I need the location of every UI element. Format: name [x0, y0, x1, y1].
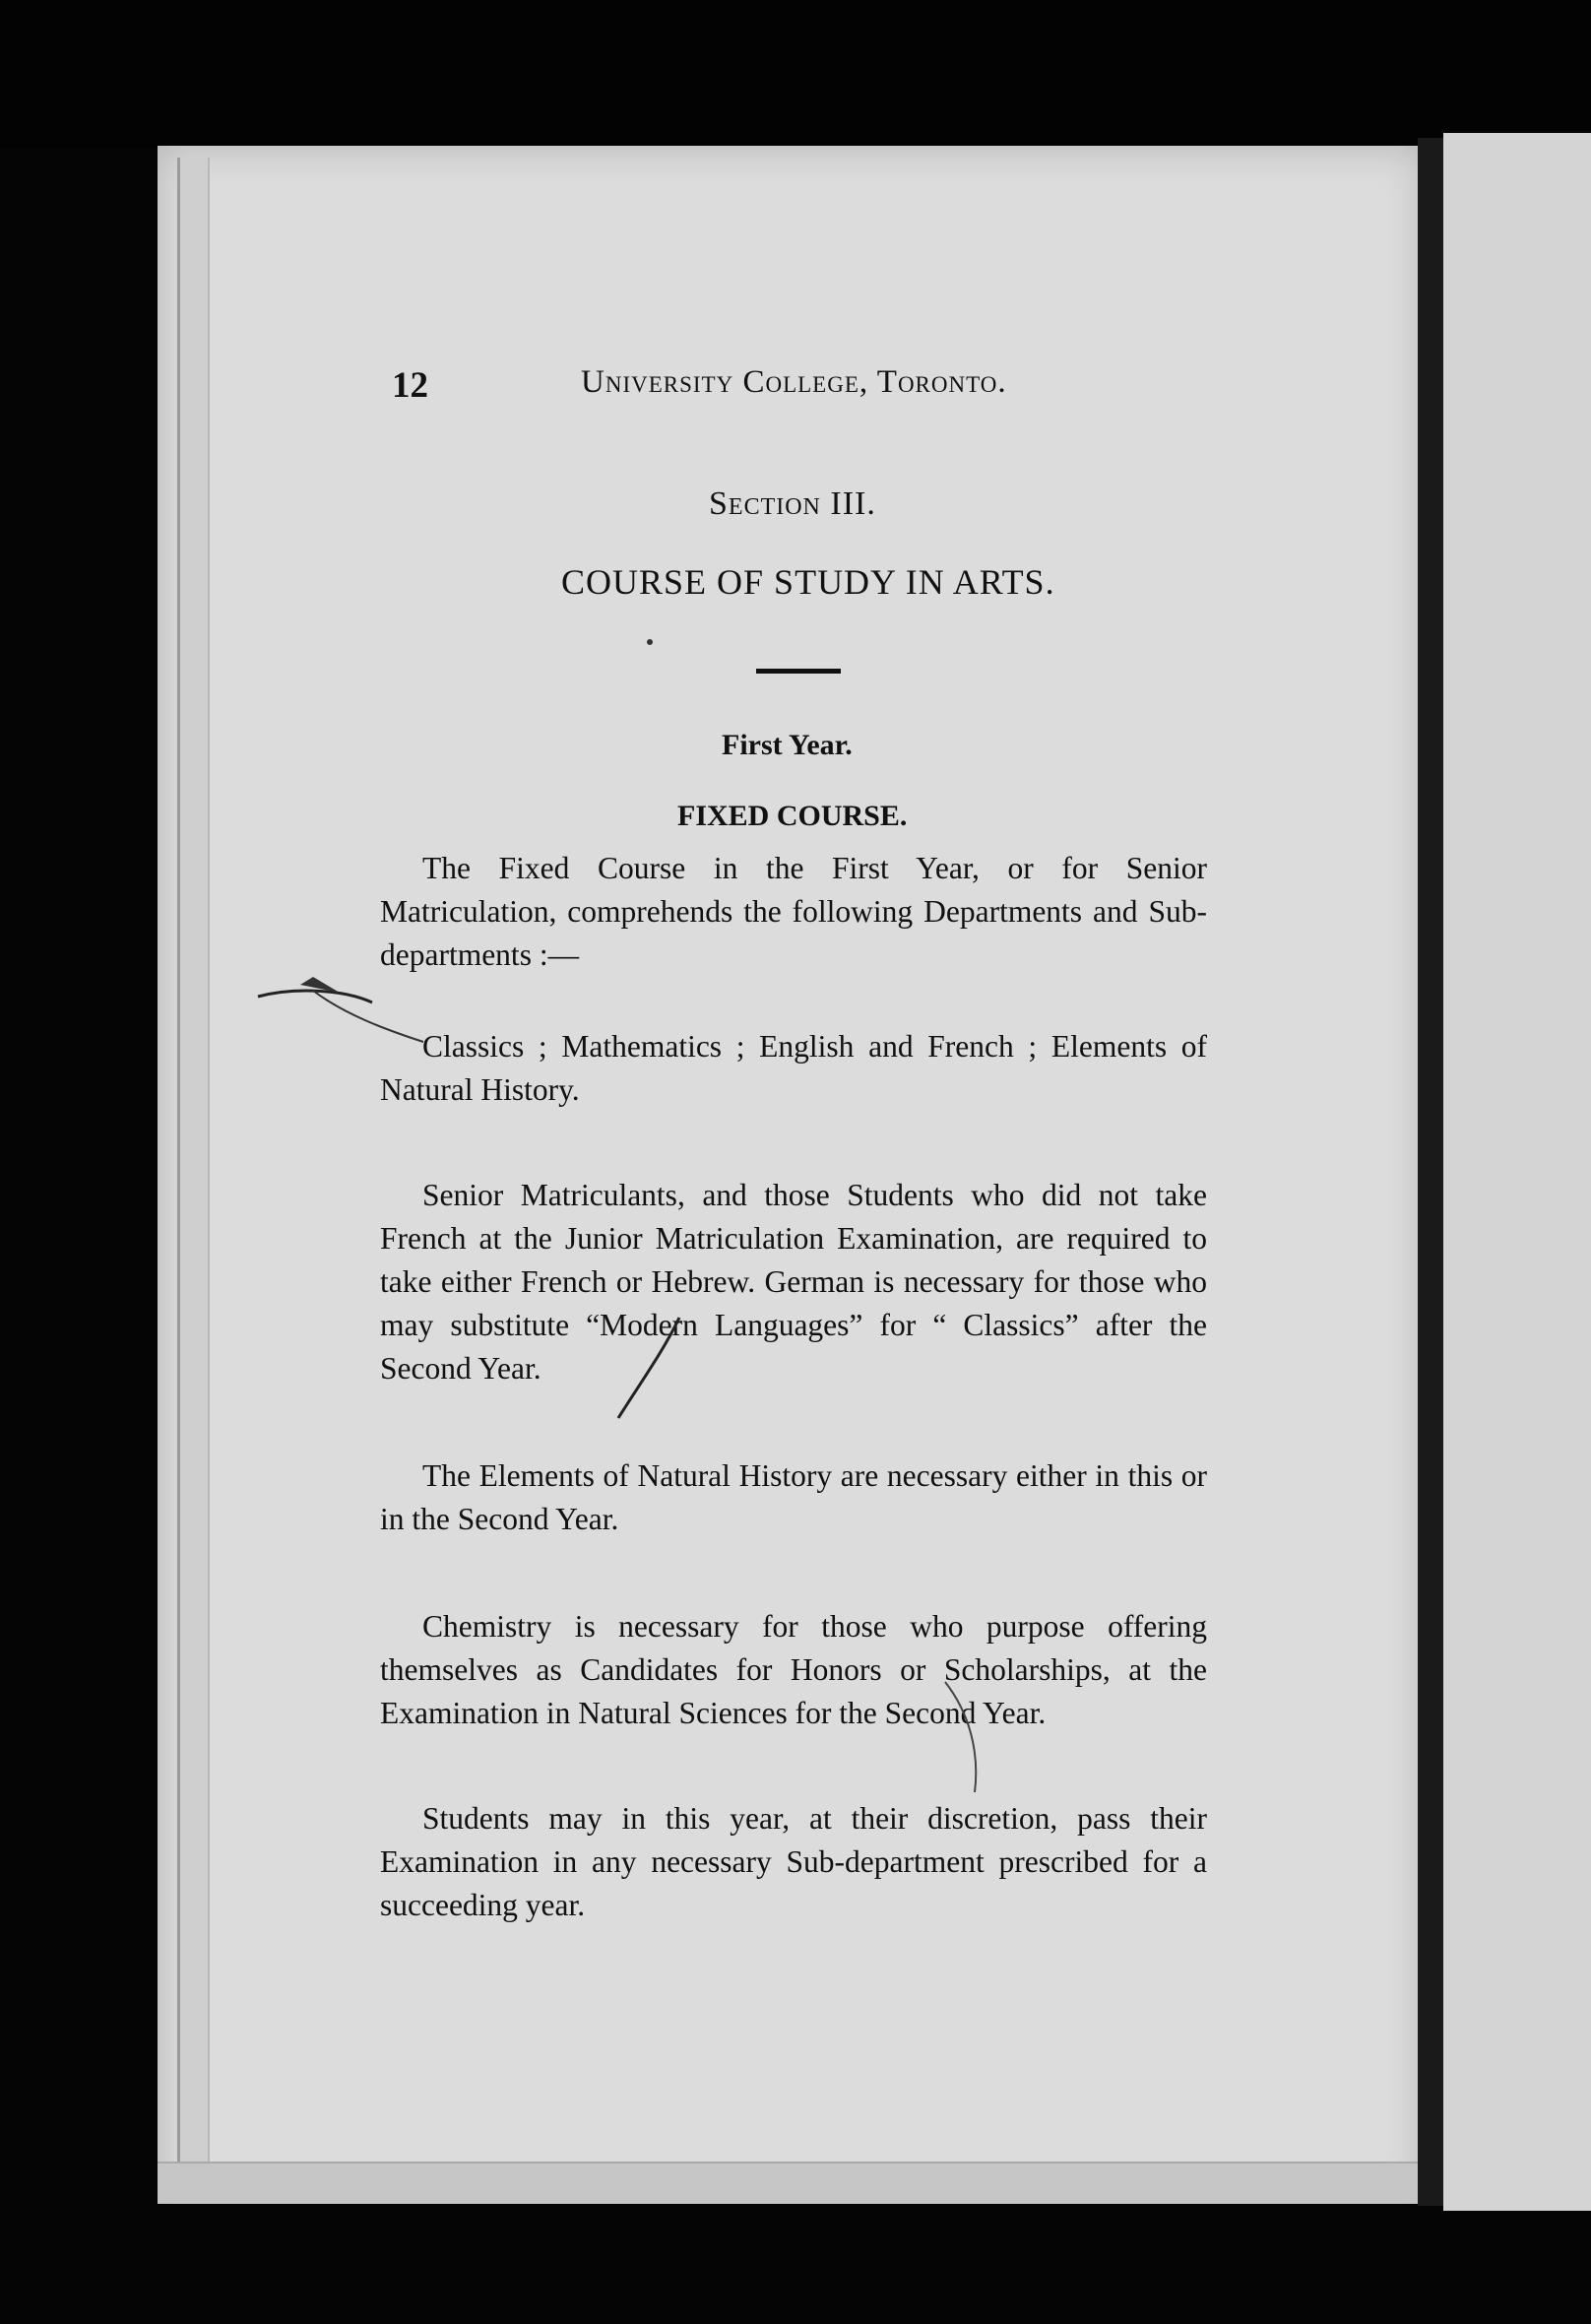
title-rule — [756, 669, 841, 674]
paragraph-chemistry: Chemistry is necessary for those who purpose offering themselves as Candidates for Honors or Scholarships, at the Examination in Natural Sciences for the Second Year. — [380, 1609, 1207, 1730]
adjacent-page — [1443, 133, 1591, 2211]
page-edge-left — [177, 158, 210, 2186]
running-head: University College, Toronto. — [581, 364, 1007, 400]
paragraph-departments: Classics ; Mathematics ; English and French ; Elements of Natural History. — [380, 1029, 1207, 1107]
paragraph-natural-history: The Elements of Natural History are necessary either in this or in the Second Year. — [380, 1458, 1207, 1536]
page-edge-bottom — [158, 2162, 1423, 2203]
fixed-course-heading: FIXED COURSE. — [677, 800, 908, 832]
section-heading: Section III. — [709, 485, 876, 522]
year-heading: First Year. — [722, 729, 853, 761]
paragraph-discretion: Students may in this year, at their discretion, pass their Examination in any necessary Sub-department prescribed for a succeeding year. — [380, 1801, 1207, 1922]
course-title: COURSE OF STUDY IN ARTS. — [561, 562, 1055, 602]
paragraph-senior-matriculants: Senior Matriculants, and those Students who did not take French at the Junior Matriculation Examination, are required to take either French or Hebrew. German is necessary for those who may substitute “Modern Languages” for “ Classics” after the Second Year. — [380, 1178, 1207, 1386]
scan-background-top — [0, 0, 1591, 148]
paragraph-fixed-course: The Fixed Course in the First Year, or for Senior Matriculation, comprehends the following Departments and Sub-departments :— — [380, 851, 1207, 972]
book-gutter — [1418, 138, 1443, 2206]
page-number: 12 — [392, 365, 428, 406]
